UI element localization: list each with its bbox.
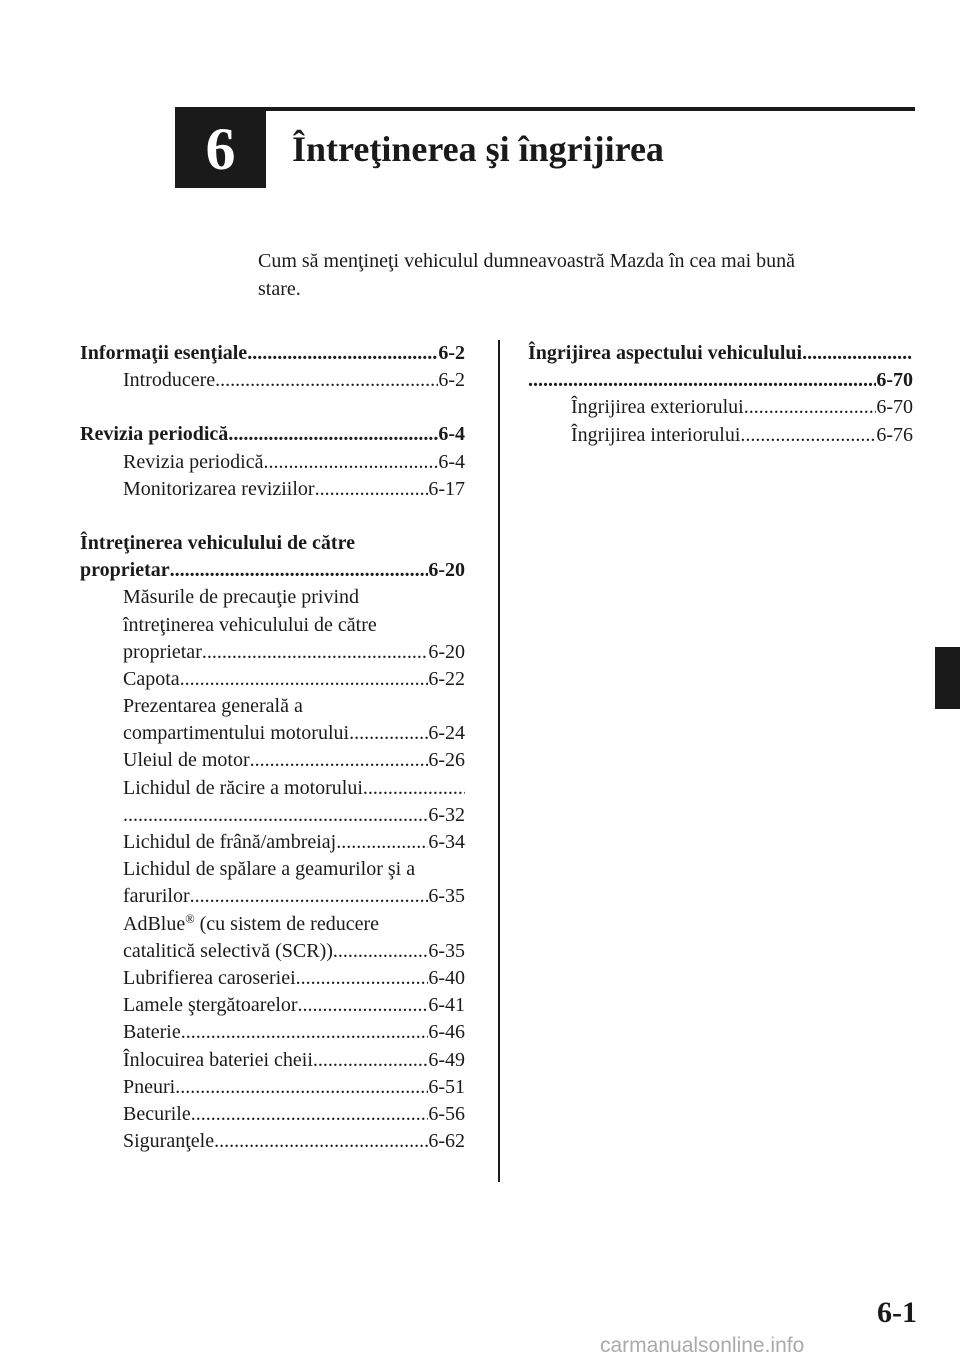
- chapter-title: Întreţinerea şi îngrijirea: [292, 129, 664, 169]
- toc-item-masurile-line2[interactable]: întreţinerea vehiculului de către: [123, 613, 377, 636]
- toc-item-introducere[interactable]: Introducere ..... 6-2: [80, 367, 465, 394]
- header-rule: [175, 107, 915, 111]
- toc-item-lubrifierea-caroseriei[interactable]: Lubrifierea caroseriei ..... 6-40: [80, 965, 465, 992]
- page-number: 6-1: [877, 1296, 917, 1329]
- registered-mark: ®: [185, 911, 195, 926]
- toc-item-lamele-stergatoarelor[interactable]: Lamele ştergătoarelor ..... 6-41: [80, 992, 465, 1019]
- toc-item-lichidul-spalare[interactable]: farurilor ..... 6-35: [80, 883, 465, 910]
- toc-section-ingrijirea-aspectului[interactable]: ..... 6-70: [528, 367, 913, 394]
- toc-item-ingrijirea-exteriorului[interactable]: Îngrijirea exteriorului ..... 6-70: [528, 394, 913, 421]
- toc-item-inlocuirea-bateriei-cheii[interactable]: Înlocuirea bateriei cheii ..... 6-49: [80, 1047, 465, 1074]
- toc-item-baterie[interactable]: Baterie ..... 6-46: [80, 1019, 465, 1046]
- toc-item-prezentarea[interactable]: compartimentului motorului ..... 6-24: [80, 720, 465, 747]
- toc-item-masurile[interactable]: proprietar ..... 6-20: [80, 639, 465, 666]
- watermark: carmanualsonline.info: [600, 1334, 805, 1357]
- toc-left-column: [80, 340, 465, 1155]
- toc-item-uleiul-de-motor[interactable]: Uleiul de motor ..... 6-26: [80, 747, 465, 774]
- toc-section-ingrijirea-aspectului-line1[interactable]: Îngrijirea aspectului vehiculului .....: [528, 340, 913, 367]
- toc-section-intretinerea[interactable]: proprietar ..... 6-20: [80, 557, 465, 584]
- chapter-number-box: [175, 111, 266, 188]
- toc-item-pneuri[interactable]: Pneuri ..... 6-51: [80, 1074, 465, 1101]
- toc-item-masurile-line1[interactable]: Măsurile de precauţie privind: [123, 586, 360, 609]
- toc-item-monitorizarea-reviziilor[interactable]: Monitorizarea reviziilor ..... 6-17: [80, 476, 465, 503]
- chapter-side-tab: [935, 647, 960, 709]
- toc-item-capota[interactable]: Capota ..... 6-22: [80, 666, 465, 693]
- toc-section-intretinerea-line1[interactable]: Întreţinerea vehiculului de către: [80, 531, 355, 554]
- toc-item-becurile[interactable]: Becurile ..... 6-56: [80, 1101, 465, 1128]
- toc-item-lichidul-racire[interactable]: ..... 6-32: [80, 802, 465, 829]
- toc-item-lichidul-spalare-line1[interactable]: Lichidul de spălare a geamurilor şi a: [123, 858, 416, 881]
- toc-section-informatii-esentiale[interactable]: Informaţii esenţiale ..... 6-2: [80, 340, 465, 367]
- toc-item-adblue[interactable]: catalitică selectivă (SCR)) ..... 6-35: [80, 938, 465, 965]
- toc-item-revizia-periodica[interactable]: Revizia periodică ..... 6-4: [80, 449, 465, 476]
- toc-item-lichidul-frana[interactable]: Lichidul de frână/ambreiaj ..... 6-34: [80, 829, 465, 856]
- toc-item-lichidul-racire-line1[interactable]: Lichidul de răcire a motorului .....: [80, 775, 465, 802]
- toc-item-prezentarea-line1[interactable]: Prezentarea generală a: [123, 695, 303, 718]
- toc-section-revizia-periodica[interactable]: Revizia periodică ..... 6-4: [80, 421, 465, 448]
- intro-line-2: stare.: [258, 278, 301, 300]
- intro-line-1: Cum să menţineţi vehiculul dumneavoastră Mazda în cea mai bună: [258, 250, 796, 272]
- toc-item-adblue-line1[interactable]: AdBlue® (cu sistem de reducere: [123, 911, 379, 935]
- column-divider: [498, 340, 500, 1182]
- toc-item-sigurantele[interactable]: Siguranţele ..... 6-62: [80, 1128, 465, 1155]
- toc-item-ingrijirea-interiorului[interactable]: Îngrijirea interiorului ..... 6-76: [528, 422, 913, 449]
- chapter-number: 6: [205, 116, 236, 182]
- toc-right-column: [528, 340, 913, 449]
- chapter-intro: [258, 247, 898, 303]
